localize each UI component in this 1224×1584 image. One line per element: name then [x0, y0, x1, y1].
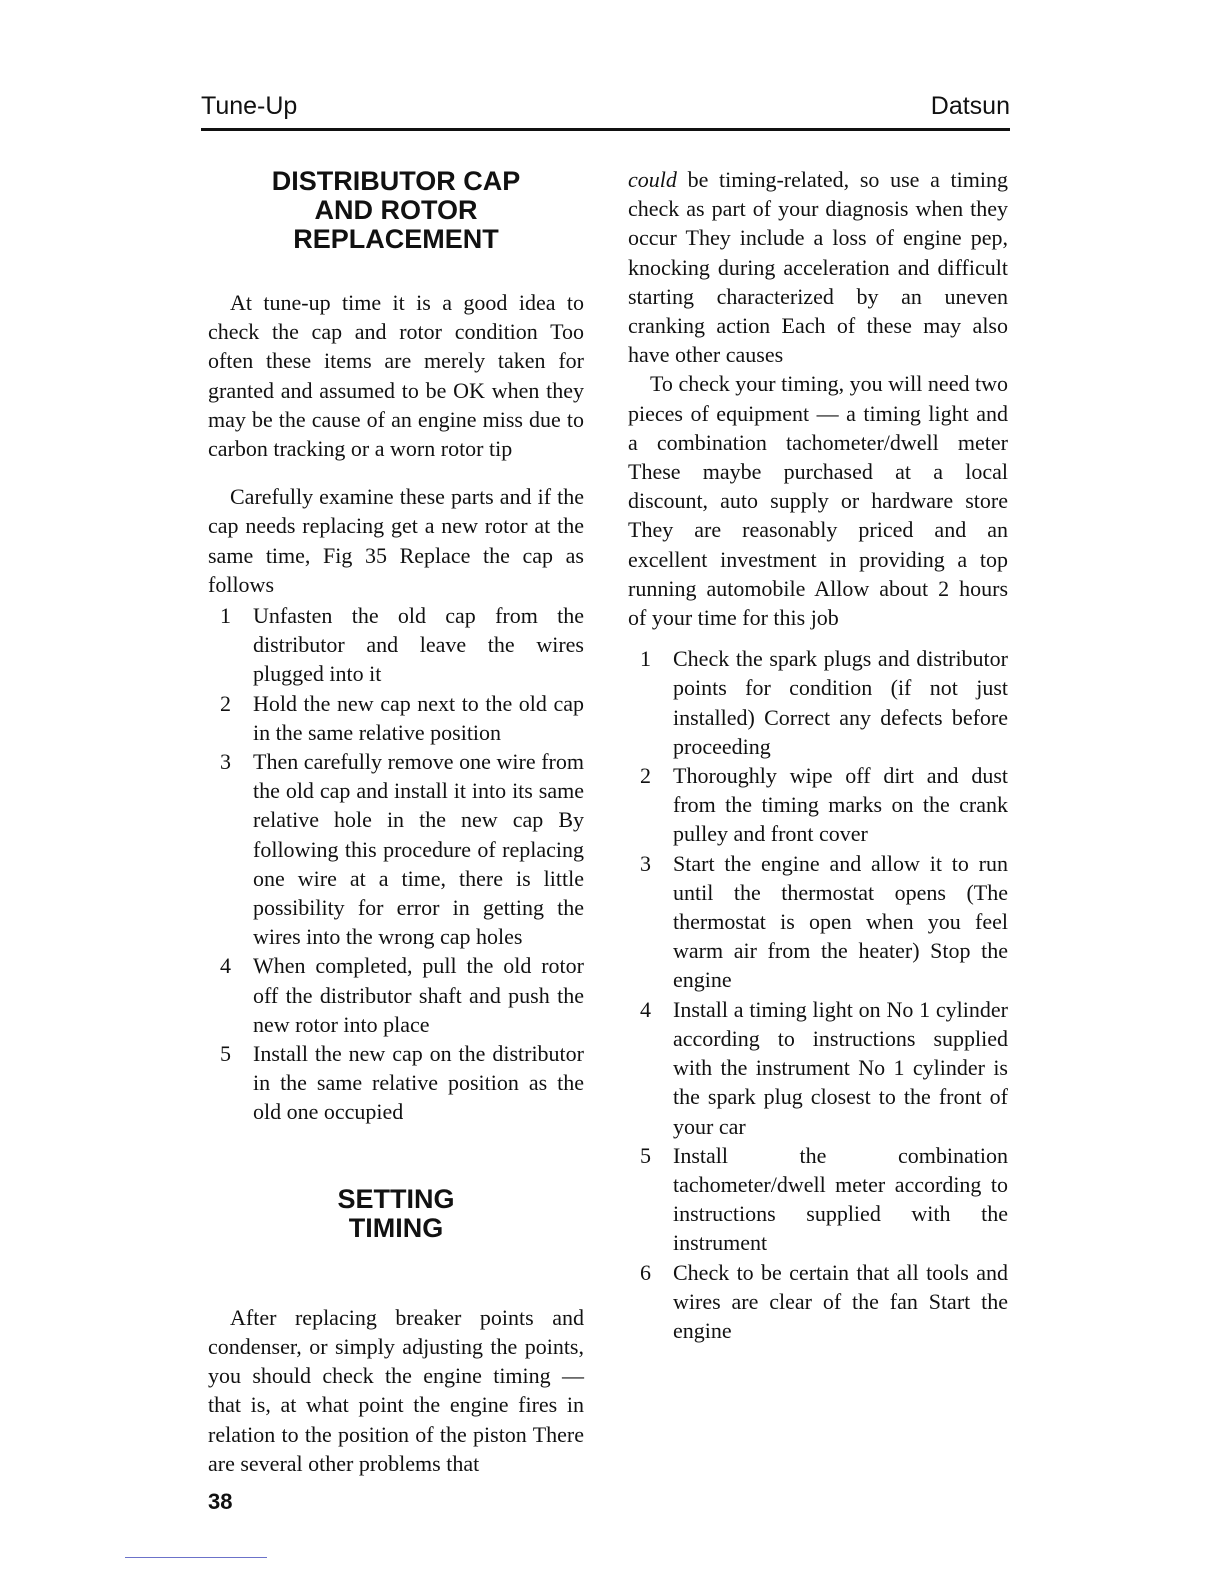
step-number: 6	[640, 1259, 651, 1285]
heading-line: AND ROTOR	[314, 195, 478, 225]
list-item	[628, 849, 1008, 995]
cap-replacement-steps	[208, 601, 584, 1127]
section-title: Tune-Up	[201, 92, 298, 120]
heading-line: TIMING	[348, 1212, 444, 1243]
step-number: 5	[640, 1142, 651, 1168]
list-item	[208, 689, 584, 747]
body-paragraph: Carefully examine these parts and if the cap needs replacing get a new rotor at the same time, Fig 35 Replace the cap as follows	[208, 484, 584, 597]
step-number: 5	[220, 1041, 231, 1067]
step-text: Unfasten the old cap from the distributor and leave the wires plugged into it	[253, 603, 584, 687]
list-item	[208, 747, 584, 951]
timing-intro-start: After replacing breaker points and condenser, or simply adjusting the points, you should check the engine timing — that is, at what point the engine fires in relation to the position of the piston There are several other problems that	[208, 1304, 584, 1476]
running-head	[201, 88, 1010, 131]
step-text: Thoroughly wipe off dirt and dust from the timing marks on the crank pulley and front cover	[673, 763, 1008, 847]
right-column	[628, 165, 1008, 1345]
step-text: Install a timing light on No 1 cylinder according to instructions supplied with the instrument No 1 cylinder is the spark plug closest to the front of your car	[673, 996, 1008, 1139]
list-item	[628, 644, 1008, 761]
step-text: Check the spark plugs and distributor points for condition (if not just installed) Correct any defects before proceeding	[673, 646, 1008, 759]
step-number: 4	[220, 953, 231, 979]
step-text: Hold the new cap next to the old cap in the same relative position	[253, 690, 584, 745]
step-number: 1	[220, 603, 231, 629]
list-item	[628, 1141, 1008, 1258]
footer-rule	[125, 1557, 267, 1558]
step-number: 3	[220, 749, 231, 775]
step-text: When completed, pull the old rotor off the distributor shaft and push the new rotor into place	[253, 953, 584, 1037]
list-item	[208, 1039, 584, 1127]
step-number: 2	[640, 763, 651, 789]
list-item	[208, 951, 584, 1039]
heading-line: DISTRIBUTOR CAP	[271, 166, 521, 196]
body-paragraph: To check your timing, you will need two pieces of equipment — a timing light and a combination tachometer/dwell meter These maybe purchased at a local discount, auto supply or hardware store They are reasonably priced and an excellent investment in providing a top running automobile Allow about 2 hours of your time for this job	[628, 371, 1008, 631]
step-text: Install the combination tachometer/dwell meter according to instructions supplied with the instrument	[673, 1142, 1008, 1256]
list-item	[628, 761, 1008, 849]
distributor-heading	[208, 167, 584, 254]
step-number: 2	[220, 690, 231, 716]
timing-heading	[208, 1185, 584, 1243]
list-item	[208, 601, 584, 689]
step-text: Then carefully remove one wire from the old cap and install it into its same relative hole in the new cap By following this procedure of replacing one wire at a time, there is little possibility for error in getting the wires into the wrong cap holes	[253, 749, 584, 950]
step-text: Check to be certain that all tools and wires are clear of the fan Start the engine	[673, 1259, 1008, 1343]
timing-intro-continued: could be timing-related, so use a timing check as part of your diagnosis when they occur They include a loss of engine pep, knocking during acceleration and difficult starting characterized by an uneven cranking action Each of these may also have other causes	[628, 167, 1008, 368]
list-item	[628, 1258, 1008, 1346]
step-text: Install the new cap on the distributor in the same relative position as the old one occupied	[253, 1041, 584, 1125]
body-paragraph: At tune-up time it is a good idea to check the cap and rotor condition Too often these items are merely taken for granted and assumed to be OK when they may be the cause of an engine miss due to carbon tracking or a worn rotor tip	[208, 290, 584, 462]
list-item	[628, 995, 1008, 1141]
step-text: Start the engine and allow it to run until the thermostat opens (The thermostat is open when you feel warm air from the heater) Stop the engine	[673, 850, 1008, 993]
page-number: 38	[208, 1489, 233, 1514]
left-column	[208, 165, 584, 1478]
heading-line: SETTING	[337, 1183, 455, 1214]
vehicle-make: Datsun	[930, 92, 1010, 120]
heading-line: REPLACEMENT	[293, 224, 499, 254]
step-number: 3	[640, 850, 651, 876]
timing-steps	[628, 644, 1008, 1345]
step-number: 1	[640, 646, 651, 672]
emphasis: could	[628, 167, 677, 192]
step-number: 4	[640, 996, 651, 1022]
